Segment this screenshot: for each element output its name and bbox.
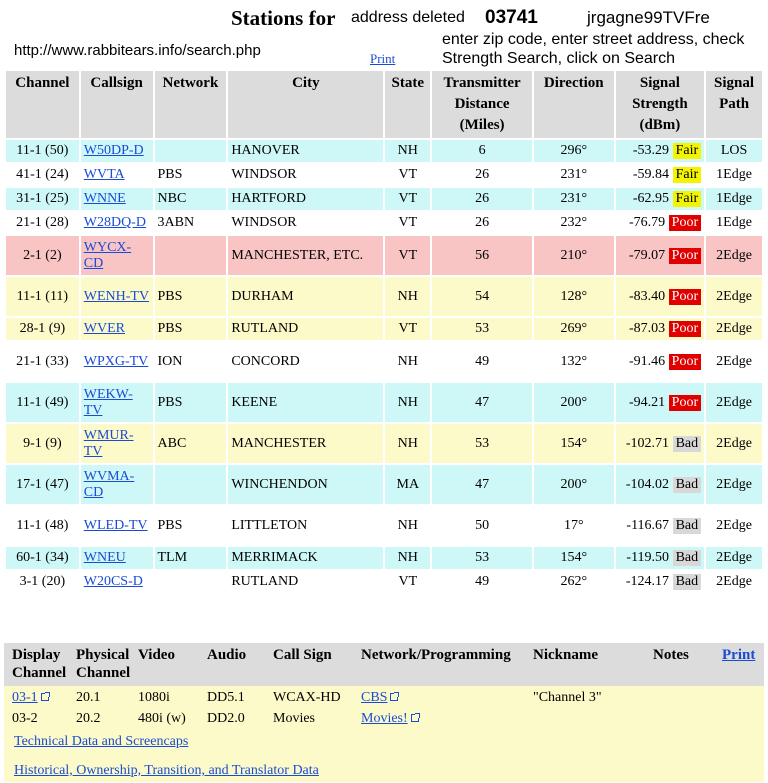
- callsign-cell: [81, 424, 153, 463]
- city-cell: HARTFORD: [228, 188, 383, 210]
- strength-cell: [616, 140, 704, 162]
- col-path: Signal Path: [706, 71, 762, 138]
- strength-value: -87.03: [629, 321, 666, 336]
- path-cell: 2Edge: [706, 424, 762, 463]
- network-cell: ION: [155, 342, 227, 381]
- distance-cell: 49: [432, 571, 532, 593]
- path-cell: 2Edge: [706, 236, 762, 275]
- city-cell: MERRIMACK: [228, 547, 383, 569]
- callsign-cell: [81, 383, 153, 422]
- historical-data-link[interactable]: Historical, Ownership, Transition, and Translator Data: [14, 763, 319, 778]
- strength-cell: [616, 318, 704, 340]
- city-cell: KEENE: [228, 383, 383, 422]
- strength-value: -102.71: [625, 435, 670, 451]
- details-audio: DD5.1: [207, 690, 245, 705]
- callsign-cell: [81, 342, 153, 381]
- channel-cell: 2-1 (2): [6, 236, 79, 275]
- direction-cell: 17°: [534, 506, 614, 545]
- distance-cell: 47: [432, 383, 532, 422]
- details-col-physical-channel: Physical Channel: [76, 647, 131, 681]
- details-call-sign: WCAX-HD: [273, 690, 341, 705]
- distance-cell: 56: [432, 236, 532, 275]
- print-link-top[interactable]: Print: [370, 51, 396, 66]
- external-link-icon: [411, 714, 419, 722]
- path-cell: LOS: [706, 140, 762, 162]
- print-link-details[interactable]: Print: [722, 647, 756, 663]
- callsign-cell: [81, 236, 153, 275]
- distance-cell: 6: [432, 140, 532, 162]
- strength-cell: [616, 506, 704, 545]
- state-cell: VT: [385, 212, 430, 234]
- distance-cell: 53: [432, 318, 532, 340]
- address-text: address deleted: [351, 9, 465, 26]
- direction-cell: 231°: [534, 164, 614, 186]
- strength-value: -119.50: [626, 550, 670, 565]
- strength-value: -116.67: [626, 517, 670, 533]
- callsign-link[interactable]: WVER: [83, 321, 125, 336]
- table-row: [6, 140, 762, 162]
- channel-cell: 11-1 (11): [6, 277, 79, 316]
- rating-badge: Fair: [673, 191, 702, 207]
- network-cell: PBS: [155, 318, 227, 340]
- table-row: [6, 212, 762, 234]
- display-channel-link[interactable]: 03-1: [12, 690, 38, 705]
- callsign-cell: [81, 465, 153, 504]
- callsign-link[interactable]: WLED-TV: [83, 517, 148, 533]
- city-cell: WINDSOR: [228, 164, 383, 186]
- state-cell: VT: [385, 236, 430, 275]
- callsign-cell: [81, 506, 153, 545]
- details-physical-channel: 20.1: [76, 690, 101, 705]
- page-title: Stations for: [231, 6, 336, 30]
- strength-value: -59.84: [632, 167, 670, 182]
- strength-cell: [616, 277, 704, 316]
- city-cell: HANOVER: [228, 140, 383, 162]
- col-distance: Transmitter Distance (Miles): [432, 71, 532, 138]
- network-cell: [155, 571, 227, 593]
- path-cell: 2Edge: [706, 571, 762, 593]
- direction-cell: 231°: [534, 188, 614, 210]
- strength-value: -79.07: [629, 247, 666, 263]
- channel-cell: 21-1 (28): [6, 212, 79, 234]
- rating-badge: Poor: [669, 289, 701, 305]
- details-nickname: "Channel 3": [533, 690, 602, 705]
- details-video: 1080i: [138, 690, 170, 705]
- callsign-link[interactable]: WNEU: [83, 550, 126, 565]
- strength-cell: [616, 571, 704, 593]
- table-row: [6, 164, 762, 186]
- strength-cell: [616, 236, 704, 275]
- state-cell: MA: [385, 465, 430, 504]
- strength-value: -76.79: [629, 215, 666, 230]
- network-cell: PBS: [155, 383, 227, 422]
- callsign-link[interactable]: WPXG-TV: [83, 353, 149, 369]
- strength-value: -104.02: [625, 476, 670, 492]
- callsign-link[interactable]: W28DQ-D: [83, 215, 146, 230]
- details-col-nickname: Nickname: [533, 647, 598, 663]
- channel-cell: 31-1 (25): [6, 188, 79, 210]
- direction-cell: 269°: [534, 318, 614, 340]
- details-network-link[interactable]: [361, 690, 398, 706]
- details-network-link[interactable]: [361, 711, 419, 727]
- instructions-text: enter zip code, enter street address, check Strength Search, click on Search: [442, 31, 745, 67]
- distance-cell: 26: [432, 212, 532, 234]
- channel-cell: 11-1 (48): [6, 506, 79, 545]
- page-header: [0, 0, 768, 68]
- network-link[interactable]: Movies!: [361, 711, 408, 726]
- callsign-cell: [81, 164, 153, 186]
- channel-cell: 60-1 (34): [6, 547, 79, 569]
- path-cell: 2Edge: [706, 547, 762, 569]
- rating-badge: Fair: [673, 143, 702, 159]
- callsign-cell: [81, 277, 153, 316]
- direction-cell: 232°: [534, 212, 614, 234]
- distance-cell: 49: [432, 342, 532, 381]
- channel-cell: 11-1 (49): [6, 383, 79, 422]
- distance-cell: 26: [432, 188, 532, 210]
- table-row: [6, 424, 762, 463]
- network-cell: [155, 236, 227, 275]
- channel-cell: 28-1 (9): [6, 318, 79, 340]
- channel-cell: 21-1 (33): [6, 342, 79, 381]
- details-col-call-sign: Call Sign: [273, 647, 332, 663]
- path-cell: 1Edge: [706, 188, 762, 210]
- path-cell: 2Edge: [706, 277, 762, 316]
- network-cell: ABC: [155, 424, 227, 463]
- direction-cell: 132°: [534, 342, 614, 381]
- path-cell: 2Edge: [706, 342, 762, 381]
- callsign-cell: [81, 212, 153, 234]
- channel-cell: 11-1 (50): [6, 140, 79, 162]
- callsign-link[interactable]: WEKW-TV: [83, 386, 133, 418]
- details-display-channel-link[interactable]: [12, 690, 49, 706]
- table-row: [6, 506, 762, 545]
- details-video: 480i (w): [138, 711, 186, 726]
- callsign-cell: [81, 188, 153, 210]
- city-cell: RUTLAND: [228, 318, 383, 340]
- col-callsign: Callsign: [81, 71, 153, 138]
- rating-badge: Fair: [673, 167, 702, 183]
- details-col-network: Network/Programming: [361, 647, 511, 663]
- callsign-link[interactable]: W50DP-D: [83, 143, 144, 158]
- city-cell: MANCHESTER, ETC.: [228, 236, 383, 275]
- callsign-link[interactable]: WVTA: [83, 167, 125, 182]
- rating-badge: Bad: [673, 518, 702, 534]
- rating-badge: Bad: [673, 477, 702, 493]
- zip-code: 03741: [485, 7, 538, 28]
- direction-cell: 210°: [534, 236, 614, 275]
- callsign-cell: [81, 140, 153, 162]
- city-cell: DURHAM: [228, 277, 383, 316]
- rating-badge: Poor: [669, 248, 701, 264]
- details-col-video: Video: [138, 647, 175, 663]
- callsign-link[interactable]: WYCX-CD: [83, 239, 132, 271]
- channel-cell: 3-1 (20): [6, 571, 79, 593]
- strength-cell: [616, 164, 704, 186]
- strength-cell: [616, 547, 704, 569]
- city-cell: WINCHENDON: [228, 465, 383, 504]
- state-cell: NH: [385, 383, 430, 422]
- state-cell: NH: [385, 342, 430, 381]
- table-row: [6, 188, 762, 210]
- details-col-display-channel: Display Channel: [12, 647, 67, 681]
- rating-badge: Poor: [669, 354, 701, 370]
- strength-cell: [616, 383, 704, 422]
- direction-cell: 296°: [534, 140, 614, 162]
- state-cell: NH: [385, 277, 430, 316]
- strength-value: -94.21: [629, 394, 666, 410]
- page-url: http://www.rabbitears.info/search.php: [14, 42, 261, 59]
- details-call-sign: Movies: [273, 711, 315, 726]
- col-strength: Signal Strength (dBm): [616, 71, 704, 138]
- distance-cell: 53: [432, 547, 532, 569]
- col-channel: Channel: [6, 71, 79, 138]
- state-cell: NH: [385, 506, 430, 545]
- stations-table: [4, 69, 764, 595]
- state-cell: VT: [385, 571, 430, 593]
- network-cell: PBS: [155, 506, 227, 545]
- table-row: [6, 383, 762, 422]
- strength-value: -83.40: [629, 288, 666, 304]
- strength-cell: [616, 212, 704, 234]
- rating-badge: Bad: [673, 574, 702, 590]
- path-cell: 1Edge: [706, 164, 762, 186]
- external-link-icon: [390, 693, 398, 701]
- rating-badge: Poor: [669, 395, 701, 411]
- station-details-panel: [4, 643, 764, 782]
- callsign-cell: [81, 571, 153, 593]
- channel-cell: 9-1 (9): [6, 424, 79, 463]
- path-cell: 1Edge: [706, 212, 762, 234]
- path-cell: 2Edge: [706, 506, 762, 545]
- state-cell: NH: [385, 424, 430, 463]
- direction-cell: 200°: [534, 383, 614, 422]
- table-row: [6, 277, 762, 316]
- details-physical-channel: 20.2: [76, 711, 101, 726]
- distance-cell: 53: [432, 424, 532, 463]
- table-row: [6, 342, 762, 381]
- table-row: [6, 547, 762, 569]
- strength-cell: [616, 424, 704, 463]
- col-network: Network: [155, 71, 227, 138]
- stations-header-row: [6, 71, 762, 138]
- state-cell: VT: [385, 318, 430, 340]
- strength-cell: [616, 188, 704, 210]
- rating-badge: Bad: [673, 436, 702, 452]
- city-cell: LITTLETON: [228, 506, 383, 545]
- channel-cell: 41-1 (24): [6, 164, 79, 186]
- path-cell: 2Edge: [706, 383, 762, 422]
- external-link-icon: [41, 693, 49, 701]
- city-cell: RUTLAND: [228, 571, 383, 593]
- callsign-link[interactable]: WMUR-TV: [83, 427, 134, 459]
- callsign-cell: [81, 318, 153, 340]
- table-row: [6, 465, 762, 504]
- col-city: City: [228, 71, 383, 138]
- details-col-audio: Audio: [207, 647, 247, 663]
- distance-cell: 47: [432, 465, 532, 504]
- city-cell: CONCORD: [228, 342, 383, 381]
- city-cell: MANCHESTER: [228, 424, 383, 463]
- rating-badge: Bad: [673, 550, 702, 566]
- network-cell: NBC: [155, 188, 227, 210]
- callsign-link[interactable]: WVMA-CD: [83, 468, 135, 500]
- state-cell: VT: [385, 164, 430, 186]
- network-cell: [155, 465, 227, 504]
- col-direction: Direction: [534, 71, 614, 138]
- details-col-notes: Notes: [653, 647, 689, 663]
- rating-badge: Poor: [669, 215, 701, 231]
- callsign-link[interactable]: WENH-TV: [83, 288, 150, 304]
- table-row: [6, 571, 762, 593]
- network-cell: 3ABN: [155, 212, 227, 234]
- strength-value: -124.17: [625, 574, 670, 589]
- network-cell: PBS: [155, 277, 227, 316]
- direction-cell: 262°: [534, 571, 614, 593]
- details-display-channel: 03-2: [12, 711, 38, 726]
- table-row: [6, 236, 762, 275]
- distance-cell: 54: [432, 277, 532, 316]
- direction-cell: 154°: [534, 424, 614, 463]
- technical-data-link[interactable]: Technical Data and Screencaps: [14, 734, 189, 749]
- network-link[interactable]: CBS: [361, 690, 388, 705]
- callsign-link[interactable]: W20CS-D: [83, 574, 143, 589]
- rating-badge: Poor: [669, 321, 701, 337]
- network-cell: TLM: [155, 547, 227, 569]
- distance-cell: 50: [432, 506, 532, 545]
- direction-cell: 154°: [534, 547, 614, 569]
- channel-cell: 17-1 (47): [6, 465, 79, 504]
- network-cell: PBS: [155, 164, 227, 186]
- distance-cell: 26: [432, 164, 532, 186]
- details-audio: DD2.0: [207, 711, 245, 726]
- col-state: State: [385, 71, 430, 138]
- state-cell: NH: [385, 140, 430, 162]
- username: jrgagne99TVFre: [587, 8, 710, 27]
- strength-value: -62.95: [632, 191, 670, 206]
- callsign-cell: [81, 547, 153, 569]
- network-cell: [155, 140, 227, 162]
- callsign-link[interactable]: WNNE: [83, 191, 126, 206]
- direction-cell: 200°: [534, 465, 614, 504]
- direction-cell: 128°: [534, 277, 614, 316]
- strength-cell: [616, 465, 704, 504]
- city-cell: WINDSOR: [228, 212, 383, 234]
- strength-value: -91.46: [629, 353, 666, 369]
- state-cell: VT: [385, 188, 430, 210]
- table-row: [6, 318, 762, 340]
- strength-cell: [616, 342, 704, 381]
- path-cell: 2Edge: [706, 318, 762, 340]
- strength-value: -53.29: [632, 143, 670, 158]
- state-cell: NH: [385, 547, 430, 569]
- path-cell: 2Edge: [706, 465, 762, 504]
